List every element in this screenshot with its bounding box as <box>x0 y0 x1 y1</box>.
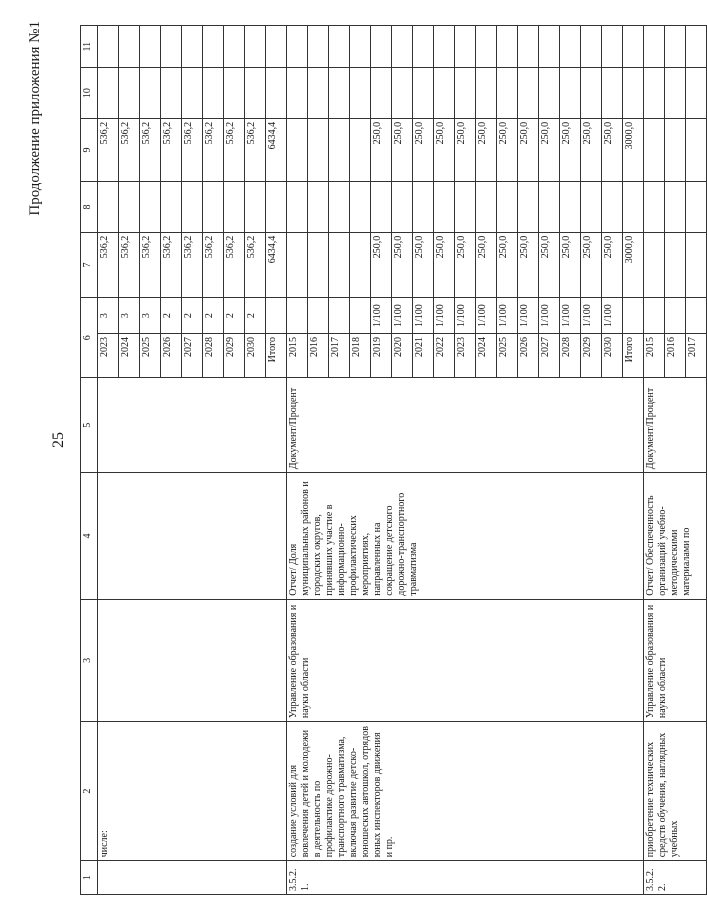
empty-cell <box>98 182 119 233</box>
amount-cell: 6434,4 <box>266 232 287 297</box>
value-cell: 1/100 <box>602 298 623 334</box>
year-cell: 2017 <box>686 334 707 378</box>
year-cell: 2029 <box>581 334 602 378</box>
empty-cell <box>560 26 581 68</box>
empty-cell <box>350 68 371 119</box>
empty-cell <box>224 182 245 233</box>
year-cell: 2017 <box>329 334 350 378</box>
year-cell: 2025 <box>497 334 518 378</box>
empty-cell <box>455 26 476 68</box>
empty-cell <box>413 26 434 68</box>
value-cell <box>623 298 644 334</box>
empty-cell <box>686 68 707 119</box>
amount-cell: 250,0 <box>581 118 602 181</box>
year-cell: 2025 <box>140 334 161 378</box>
value-cell <box>329 298 350 334</box>
empty-cell <box>161 182 182 233</box>
empty-cell <box>602 182 623 233</box>
year-cell: 2028 <box>203 334 224 378</box>
indicator-cell: Отчет/ Доля муниципальных районов и городских округов, принявших участие в информационно-профилактических мероприятиях, направленных на сокращение детского дорожно-транспортного травматизма <box>287 473 644 600</box>
value-cell: 3 <box>140 298 161 334</box>
empty-cell <box>308 68 329 119</box>
year-cell: 2015 <box>287 334 308 378</box>
amount-cell: 536,2 <box>140 232 161 297</box>
table-row <box>644 26 665 895</box>
empty-cell <box>518 68 539 119</box>
year-cell: 2022 <box>434 334 455 378</box>
label-cell: числе: <box>98 722 287 861</box>
amount-cell: 250,0 <box>602 232 623 297</box>
empty-cell <box>539 182 560 233</box>
amount-cell: 250,0 <box>455 118 476 181</box>
value-cell: 2 <box>245 298 266 334</box>
empty-cell <box>224 68 245 119</box>
amount-cell <box>686 118 707 181</box>
empty-cell <box>266 182 287 233</box>
year-cell: 2016 <box>308 334 329 378</box>
amount-cell <box>644 118 665 181</box>
amount-cell <box>308 118 329 181</box>
year-cell: 2020 <box>392 334 413 378</box>
header-cell: 6 <box>81 298 98 378</box>
value-cell: 1/100 <box>413 298 434 334</box>
empty-cell <box>413 182 434 233</box>
empty-cell <box>539 26 560 68</box>
value-cell: 1/100 <box>434 298 455 334</box>
value-cell: 2 <box>161 298 182 334</box>
empty-cell <box>392 68 413 119</box>
value-cell: 1/100 <box>392 298 413 334</box>
year-cell: 2027 <box>539 334 560 378</box>
value-cell: 1/100 <box>539 298 560 334</box>
empty-cell <box>644 182 665 233</box>
value-cell: 1/100 <box>371 298 392 334</box>
amount-cell: 536,2 <box>245 232 266 297</box>
year-cell: 2019 <box>371 334 392 378</box>
amount-cell: 250,0 <box>560 232 581 297</box>
empty-cell <box>476 68 497 119</box>
empty-cell <box>665 182 686 233</box>
unit-cell: Документ/Процент <box>644 378 707 473</box>
empty-cell <box>308 26 329 68</box>
amount-cell: 250,0 <box>518 118 539 181</box>
empty-cell <box>371 68 392 119</box>
amount-cell: 536,2 <box>161 118 182 181</box>
value-cell <box>308 298 329 334</box>
year-cell: 2023 <box>455 334 476 378</box>
empty-cell <box>371 182 392 233</box>
header-cell: 11 <box>81 26 98 68</box>
empty-cell <box>602 26 623 68</box>
empty-cell <box>497 68 518 119</box>
empty-cell <box>434 68 455 119</box>
amount-cell: 6434,4 <box>266 118 287 181</box>
value-cell: 1/100 <box>476 298 497 334</box>
amount-cell <box>329 232 350 297</box>
empty-cell <box>245 68 266 119</box>
empty-cell <box>203 26 224 68</box>
amount-cell: 250,0 <box>371 232 392 297</box>
empty-cell <box>350 26 371 68</box>
empty-cell <box>581 26 602 68</box>
empty-cell <box>455 68 476 119</box>
year-cell: 2016 <box>665 334 686 378</box>
empty-cell <box>308 182 329 233</box>
year-cell: 2027 <box>182 334 203 378</box>
table-row <box>98 26 119 895</box>
amount-cell <box>329 118 350 181</box>
amount-cell: 536,2 <box>140 118 161 181</box>
year-cell: 2018 <box>350 334 371 378</box>
value-cell <box>644 298 665 334</box>
empty-cell <box>119 26 140 68</box>
amount-cell <box>686 232 707 297</box>
empty-cell <box>287 68 308 119</box>
year-cell: 2028 <box>560 334 581 378</box>
amount-cell: 250,0 <box>455 232 476 297</box>
page-number: 25 <box>50 432 67 448</box>
empty-cell <box>266 68 287 119</box>
year-cell: 2026 <box>518 334 539 378</box>
amount-cell: 536,2 <box>224 232 245 297</box>
amount-cell: 250,0 <box>497 232 518 297</box>
header-cell: 7 <box>81 232 98 297</box>
empty-cell <box>329 26 350 68</box>
amount-cell <box>308 232 329 297</box>
header-row <box>81 26 98 895</box>
empty-cell <box>182 68 203 119</box>
amount-cell: 250,0 <box>371 118 392 181</box>
empty-cell <box>602 68 623 119</box>
empty-cell <box>98 68 119 119</box>
value-cell: 1/100 <box>455 298 476 334</box>
header-cell: 8 <box>81 182 98 233</box>
header-cell: 10 <box>81 68 98 119</box>
amount-cell: 250,0 <box>392 232 413 297</box>
amount-cell: 250,0 <box>413 232 434 297</box>
header-cell: 9 <box>81 118 98 181</box>
amount-cell <box>350 232 371 297</box>
year-cell: 2030 <box>602 334 623 378</box>
empty-cell <box>644 26 665 68</box>
value-cell <box>287 298 308 334</box>
empty-cell <box>287 26 308 68</box>
year-cell: 2021 <box>413 334 434 378</box>
amount-cell: 250,0 <box>581 232 602 297</box>
amount-cell: 536,2 <box>182 118 203 181</box>
year-cell: Итого <box>266 334 287 378</box>
unit-cell: Документ/Процент <box>287 378 644 473</box>
amount-cell: 250,0 <box>392 118 413 181</box>
value-cell <box>665 298 686 334</box>
indicator-cell: Отчет/ Обеспеченность организаций учебно-методическими материалами по <box>644 473 707 600</box>
empty-cell <box>161 68 182 119</box>
amount-cell: 536,2 <box>203 118 224 181</box>
empty-cell <box>623 26 644 68</box>
empty-cell <box>539 68 560 119</box>
amount-cell: 536,2 <box>224 118 245 181</box>
value-cell: 3 <box>119 298 140 334</box>
unit-cell <box>98 378 287 473</box>
header-cell: 4 <box>81 473 98 600</box>
executor-cell <box>98 599 287 721</box>
value-cell <box>686 298 707 334</box>
indicator-cell <box>98 473 287 600</box>
amount-cell <box>644 232 665 297</box>
activity-name-cell: приобретение технических средств обучения, наглядных учебных <box>644 722 707 861</box>
empty-cell <box>686 26 707 68</box>
amount-cell <box>665 232 686 297</box>
header-cell: 3 <box>81 599 98 721</box>
executor-cell: Управление образования и науки области <box>287 599 644 721</box>
amount-cell: 536,2 <box>245 118 266 181</box>
empty-cell <box>119 68 140 119</box>
amount-cell: 250,0 <box>476 232 497 297</box>
empty-cell <box>182 182 203 233</box>
amount-cell <box>287 118 308 181</box>
empty-cell <box>518 182 539 233</box>
year-cell: Итого <box>623 334 644 378</box>
header-cell: 5 <box>81 378 98 473</box>
empty-cell <box>581 68 602 119</box>
empty-cell <box>140 68 161 119</box>
amount-cell: 250,0 <box>434 118 455 181</box>
empty-cell <box>686 182 707 233</box>
value-cell: 2 <box>203 298 224 334</box>
empty-cell <box>581 182 602 233</box>
amount-cell: 250,0 <box>560 118 581 181</box>
program-table <box>80 25 707 895</box>
amount-cell <box>350 118 371 181</box>
amount-cell: 536,2 <box>161 232 182 297</box>
header-cell: 1 <box>81 861 98 895</box>
empty-cell <box>413 68 434 119</box>
amount-cell: 250,0 <box>413 118 434 181</box>
empty-cell <box>434 182 455 233</box>
empty-cell <box>392 182 413 233</box>
empty-cell <box>245 26 266 68</box>
empty-cell <box>329 68 350 119</box>
row-number-cell <box>98 861 287 895</box>
empty-cell <box>665 68 686 119</box>
amount-cell: 536,2 <box>182 232 203 297</box>
header-cell: 2 <box>81 722 98 861</box>
empty-cell <box>140 26 161 68</box>
value-cell <box>266 298 287 334</box>
empty-cell <box>182 26 203 68</box>
empty-cell <box>224 26 245 68</box>
empty-cell <box>287 182 308 233</box>
year-cell: 2029 <box>224 334 245 378</box>
empty-cell <box>455 182 476 233</box>
empty-cell <box>644 68 665 119</box>
year-cell: 2015 <box>644 334 665 378</box>
empty-cell <box>560 182 581 233</box>
empty-cell <box>623 68 644 119</box>
value-cell: 1/100 <box>581 298 602 334</box>
year-cell: 2030 <box>245 334 266 378</box>
row-number-cell: 3.5.2.1. <box>287 861 644 895</box>
row-number-cell: 3.5.2.2. <box>644 861 707 895</box>
table-row <box>287 26 308 895</box>
year-cell: 2023 <box>98 334 119 378</box>
empty-cell <box>350 182 371 233</box>
amount-cell <box>665 118 686 181</box>
empty-cell <box>371 26 392 68</box>
amount-cell: 536,2 <box>98 118 119 181</box>
amount-cell: 250,0 <box>539 118 560 181</box>
amount-cell: 250,0 <box>497 118 518 181</box>
amount-cell: 536,2 <box>119 232 140 297</box>
empty-cell <box>203 182 224 233</box>
appendix-note: Продолжение приложения №1 <box>27 21 43 216</box>
amount-cell: 3000,0 <box>623 232 644 297</box>
empty-cell <box>245 182 266 233</box>
empty-cell <box>497 26 518 68</box>
empty-cell <box>98 26 119 68</box>
year-cell: 2024 <box>476 334 497 378</box>
amount-cell: 250,0 <box>518 232 539 297</box>
empty-cell <box>434 26 455 68</box>
amount-cell: 536,2 <box>119 118 140 181</box>
value-cell: 1/100 <box>560 298 581 334</box>
amount-cell: 536,2 <box>203 232 224 297</box>
value-cell: 3 <box>98 298 119 334</box>
value-cell <box>350 298 371 334</box>
amount-cell: 250,0 <box>602 118 623 181</box>
empty-cell <box>266 26 287 68</box>
empty-cell <box>161 26 182 68</box>
year-cell: 2024 <box>119 334 140 378</box>
amount-cell: 250,0 <box>476 118 497 181</box>
empty-cell <box>623 182 644 233</box>
empty-cell <box>392 26 413 68</box>
value-cell: 1/100 <box>518 298 539 334</box>
year-cell: 2026 <box>161 334 182 378</box>
value-cell: 1/100 <box>497 298 518 334</box>
activity-name-cell: создание условий для вовлечения детей и молодежи в деятельность по профилактике дорожно-транспортного травматизма, включая развитие детско-юношеских автошкол, отрядов юных инспекторов движения и пр. <box>287 722 644 861</box>
empty-cell <box>560 68 581 119</box>
empty-cell <box>476 26 497 68</box>
empty-cell <box>518 26 539 68</box>
empty-cell <box>476 182 497 233</box>
amount-cell: 536,2 <box>98 232 119 297</box>
empty-cell <box>497 182 518 233</box>
empty-cell <box>203 68 224 119</box>
executor-cell: Управление образования и науки области <box>644 599 707 721</box>
amount-cell: 3000,0 <box>623 118 644 181</box>
amount-cell <box>287 232 308 297</box>
value-cell: 2 <box>224 298 245 334</box>
empty-cell <box>665 26 686 68</box>
empty-cell <box>119 182 140 233</box>
value-cell: 2 <box>182 298 203 334</box>
amount-cell: 250,0 <box>434 232 455 297</box>
empty-cell <box>140 182 161 233</box>
empty-cell <box>329 182 350 233</box>
amount-cell: 250,0 <box>539 232 560 297</box>
